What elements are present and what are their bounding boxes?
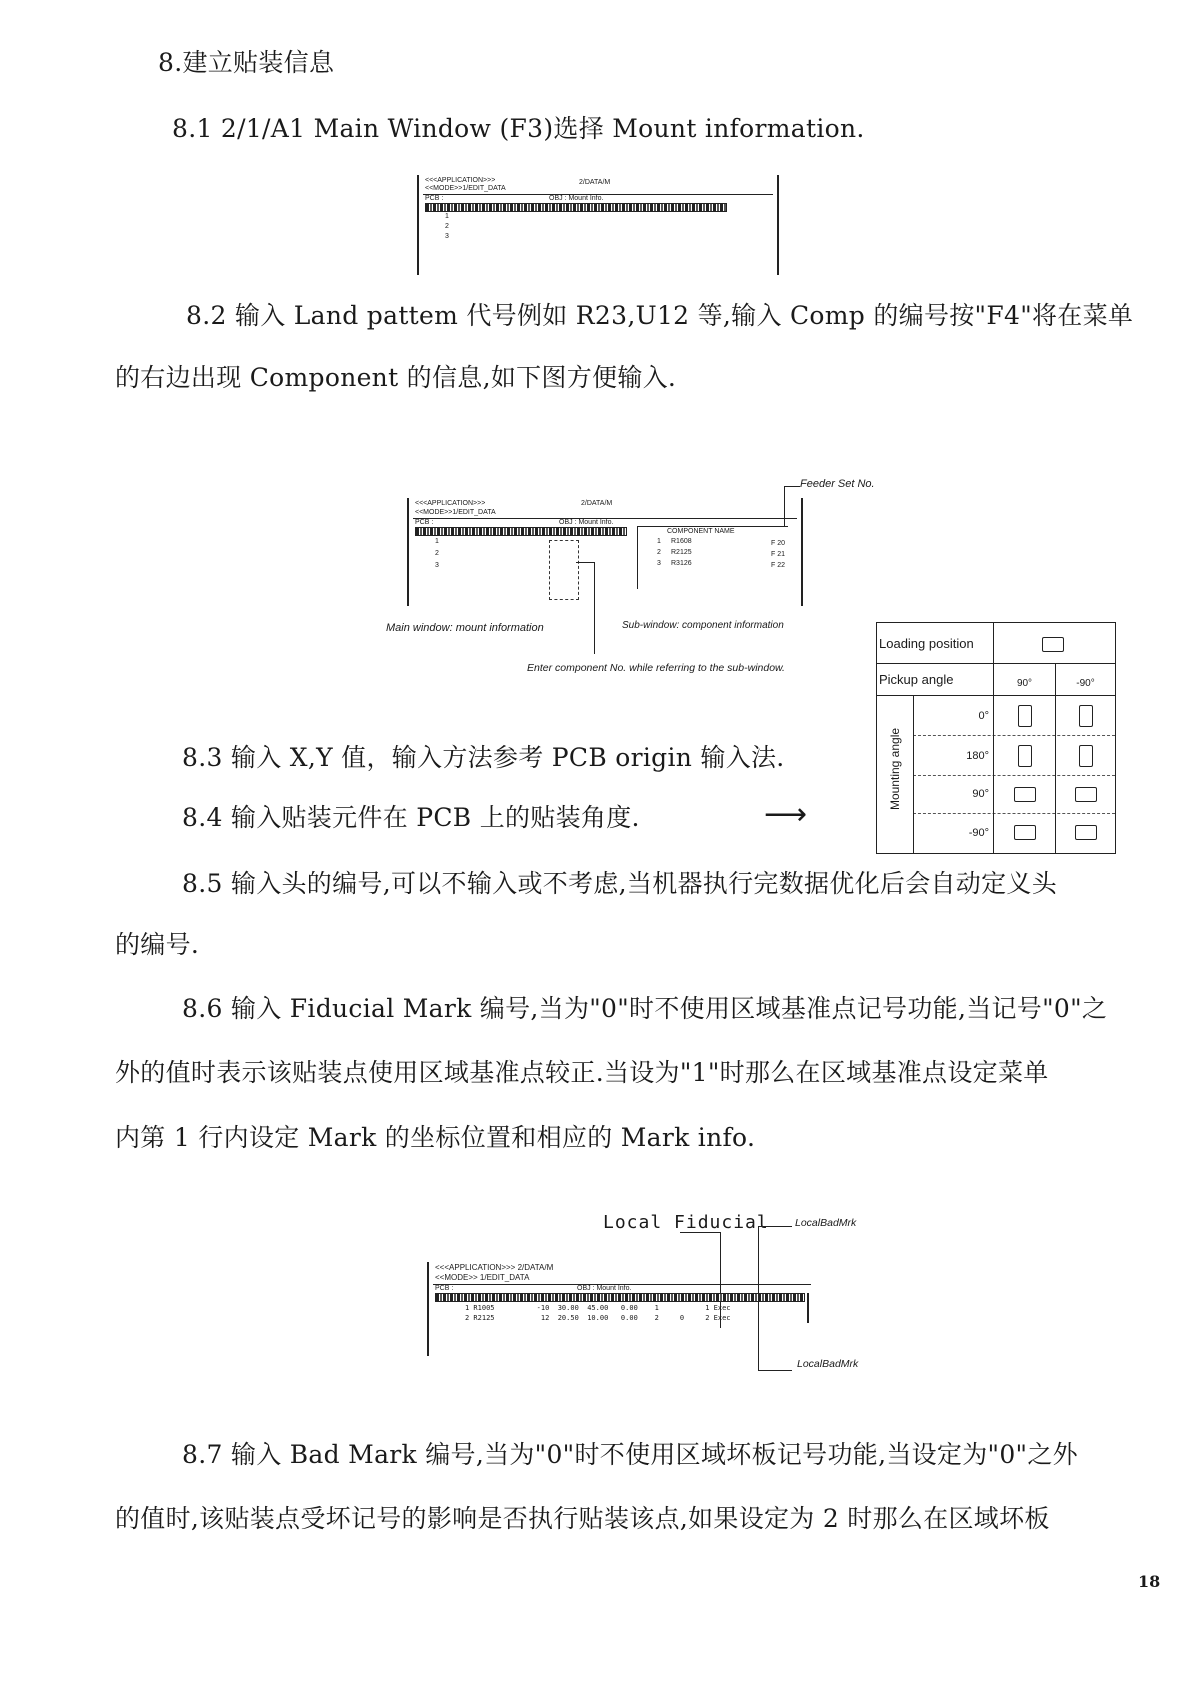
table-rule bbox=[913, 735, 1115, 736]
fig1-mode-label: <<MODE>>1/EDIT_DATA bbox=[425, 185, 506, 192]
fig2-sub-header: COMPONENT NAME bbox=[667, 528, 735, 535]
page-number: 18 bbox=[1138, 1572, 1161, 1591]
fig1-column-header bbox=[425, 203, 727, 212]
fig1-obj-label: OBJ : Mount Info. bbox=[549, 195, 604, 202]
fig2-row: 1 bbox=[435, 538, 439, 545]
fig2-sub-row-no: 3 bbox=[657, 560, 661, 567]
pickup-angle-label: Pickup angle bbox=[879, 671, 954, 687]
fig2-row: 3 bbox=[435, 562, 439, 569]
paragraph-8-5-line-1: 8.5 输入头的编号,可以不输入或不考虑,当机器执行完数据优化后会自动定义头 bbox=[182, 869, 1058, 898]
callout-enter-leader-h bbox=[576, 562, 594, 563]
paragraph-8-7-line-1: 8.7 输入 Bad Mark 编号,当为"0"时不使用区域坏板记号功能,当设定为"0"之外 bbox=[182, 1440, 1078, 1469]
fig2-sub-row-name: R3126 bbox=[671, 560, 692, 567]
fig2-sub-row-name: R2125 bbox=[671, 549, 692, 556]
pickup-angle-90: 90° bbox=[1016, 677, 1033, 689]
loading-position-chip-icon bbox=[1042, 637, 1064, 652]
fig2-column-header bbox=[415, 527, 627, 536]
fig3-row-1: 1 R1005 -10 30.00 45.00 0.00 1 1 Exec bbox=[465, 1304, 731, 1312]
figure-mount-info-window bbox=[417, 175, 779, 275]
fig2-sub-row-feeder: F 20 bbox=[771, 540, 786, 547]
label-local-badmark-top: LocalBadMrk bbox=[795, 1217, 857, 1229]
fig3-app-label: <<<APPLICATION>>> 2/DATA/M bbox=[435, 1263, 554, 1272]
fig2-obj-label: OBJ : Mount Info. bbox=[559, 519, 614, 526]
fig1-row: 3 bbox=[445, 233, 449, 240]
paragraph-8-3: 8.3 输入 X,Y 值，输入方法参考 PCB origin 输入法. bbox=[182, 743, 785, 772]
fig2-sub-row-name: R1608 bbox=[671, 538, 692, 545]
fig2-data-label: 2/DATA/M bbox=[581, 500, 613, 507]
fig3-row-2: 2 R2125 12 20.50 10.00 0.00 2 0 2 Exec bbox=[465, 1314, 731, 1322]
mounting-angle-table bbox=[876, 622, 1116, 854]
chip-vertical-icon bbox=[1079, 705, 1093, 727]
chip-horizontal-icon bbox=[1075, 825, 1097, 840]
fig3-right-edge bbox=[807, 1293, 809, 1323]
fig2-sub-row-feeder: F 21 bbox=[771, 551, 786, 558]
fig3-column-header bbox=[435, 1293, 805, 1302]
callout-sub-window: Sub-window: component information bbox=[622, 620, 784, 631]
loading-position-label: Loading position bbox=[879, 635, 974, 651]
table-rule bbox=[913, 695, 914, 853]
section-title: 8.建立贴装信息 bbox=[158, 48, 335, 77]
label-local-badmark-bottom: LocalBadMrk bbox=[797, 1358, 859, 1370]
fig2-sub-row-no: 2 bbox=[657, 549, 661, 556]
label-local-fiducial: Local Fiducial bbox=[603, 1212, 769, 1233]
fig1-row: 2 bbox=[445, 223, 449, 230]
fig1-app-label: <<<APPLICATION>>> bbox=[425, 177, 496, 184]
fig3-pcb-label: PCB : bbox=[435, 1285, 454, 1292]
fig1-row: 1 bbox=[445, 213, 449, 220]
fig2-row: 2 bbox=[435, 550, 439, 557]
paragraph-8-6-line-2: 外的值时表示该贴装点使用区域基准点较正.当设为"1"时那么在区域基准点设定菜单 bbox=[115, 1058, 1049, 1087]
fig1-data-label: 2/DATA/M bbox=[579, 179, 611, 186]
callout-feeder-leader bbox=[784, 486, 800, 487]
fig3-obj-label: OBJ : Mount Info. bbox=[577, 1285, 632, 1292]
badmark-leader-bottom bbox=[758, 1370, 792, 1371]
callout-enter-leader-v bbox=[594, 562, 595, 654]
paragraph-8-2-line-1: 8.2 输入 Land pattem 代号例如 R23,U12 等,输入 Comp 的编号按"F4"将在菜单 bbox=[186, 301, 1134, 330]
callout-enter-component: Enter component No. while referring to the sub-window. bbox=[527, 662, 785, 674]
paragraph-8-5-line-2: 的编号. bbox=[115, 930, 200, 959]
mounting-angle-label: Mounting angle bbox=[888, 727, 902, 811]
chip-vertical-icon bbox=[1079, 745, 1093, 767]
mount-angle-180: 180° bbox=[966, 750, 989, 762]
chip-horizontal-icon bbox=[1014, 825, 1036, 840]
paragraph-8-7-line-2: 的值时,该贴装点受坏记号的影响是否执行贴装该点,如果设定为 2 时那么在区域坏板 bbox=[115, 1504, 1050, 1533]
paragraph-8-1: 8.1 2/1/A1 Main Window (F3)选择 Mount information. bbox=[172, 114, 865, 143]
chip-horizontal-icon bbox=[1014, 787, 1036, 802]
fig2-pcb-label: PCB : bbox=[415, 519, 434, 526]
badmark-leader-h bbox=[758, 1226, 792, 1227]
fig2-sub-row-feeder: F 22 bbox=[771, 562, 786, 569]
arrow-right-icon: ⟶ bbox=[764, 798, 808, 831]
callout-feeder-set-no: Feeder Set No. bbox=[800, 478, 875, 490]
mount-angle-0: 0° bbox=[978, 710, 989, 722]
fig2-sub-row-no: 1 bbox=[657, 538, 661, 545]
mount-angle-90: 90° bbox=[972, 788, 989, 800]
chip-vertical-icon bbox=[1018, 705, 1032, 727]
pickup-angle-minus90: -90° bbox=[1076, 677, 1095, 689]
table-rule bbox=[993, 623, 994, 853]
fig2-mode-label: <<MODE>>1/EDIT_DATA bbox=[415, 509, 496, 516]
table-rule bbox=[913, 813, 1115, 814]
chip-vertical-icon bbox=[1018, 745, 1032, 767]
mount-angle-minus90: -90° bbox=[968, 827, 989, 839]
chip-horizontal-icon bbox=[1075, 787, 1097, 802]
paragraph-8-6-line-3: 内第 1 行内设定 Mark 的坐标位置和相应的 Mark info. bbox=[115, 1123, 756, 1152]
figure-component-subwindow bbox=[407, 498, 803, 606]
callout-main-window: Main window: mount information bbox=[386, 622, 544, 634]
paragraph-8-2-line-2: 的右边出现 Component 的信息,如下图方便输入. bbox=[115, 363, 677, 392]
fig1-pcb-label: PCB : bbox=[425, 195, 444, 202]
fig2-app-label: <<<APPLICATION>>> bbox=[415, 500, 486, 507]
figure-fiducial-window bbox=[427, 1262, 811, 1356]
paragraph-8-6-line-1: 8.6 输入 Fiducial Mark 编号,当为"0"时不使用区域基准点记号功能,当记号"0"之 bbox=[182, 994, 1108, 1023]
fig2-entry-box bbox=[549, 540, 579, 600]
paragraph-8-4: 8.4 输入贴装元件在 PCB 上的贴装角度. bbox=[182, 803, 640, 832]
table-rule bbox=[913, 775, 1115, 776]
fiducial-leader-h bbox=[680, 1232, 720, 1233]
fig3-mode-label: <<MODE>> 1/EDIT_DATA bbox=[435, 1273, 530, 1282]
